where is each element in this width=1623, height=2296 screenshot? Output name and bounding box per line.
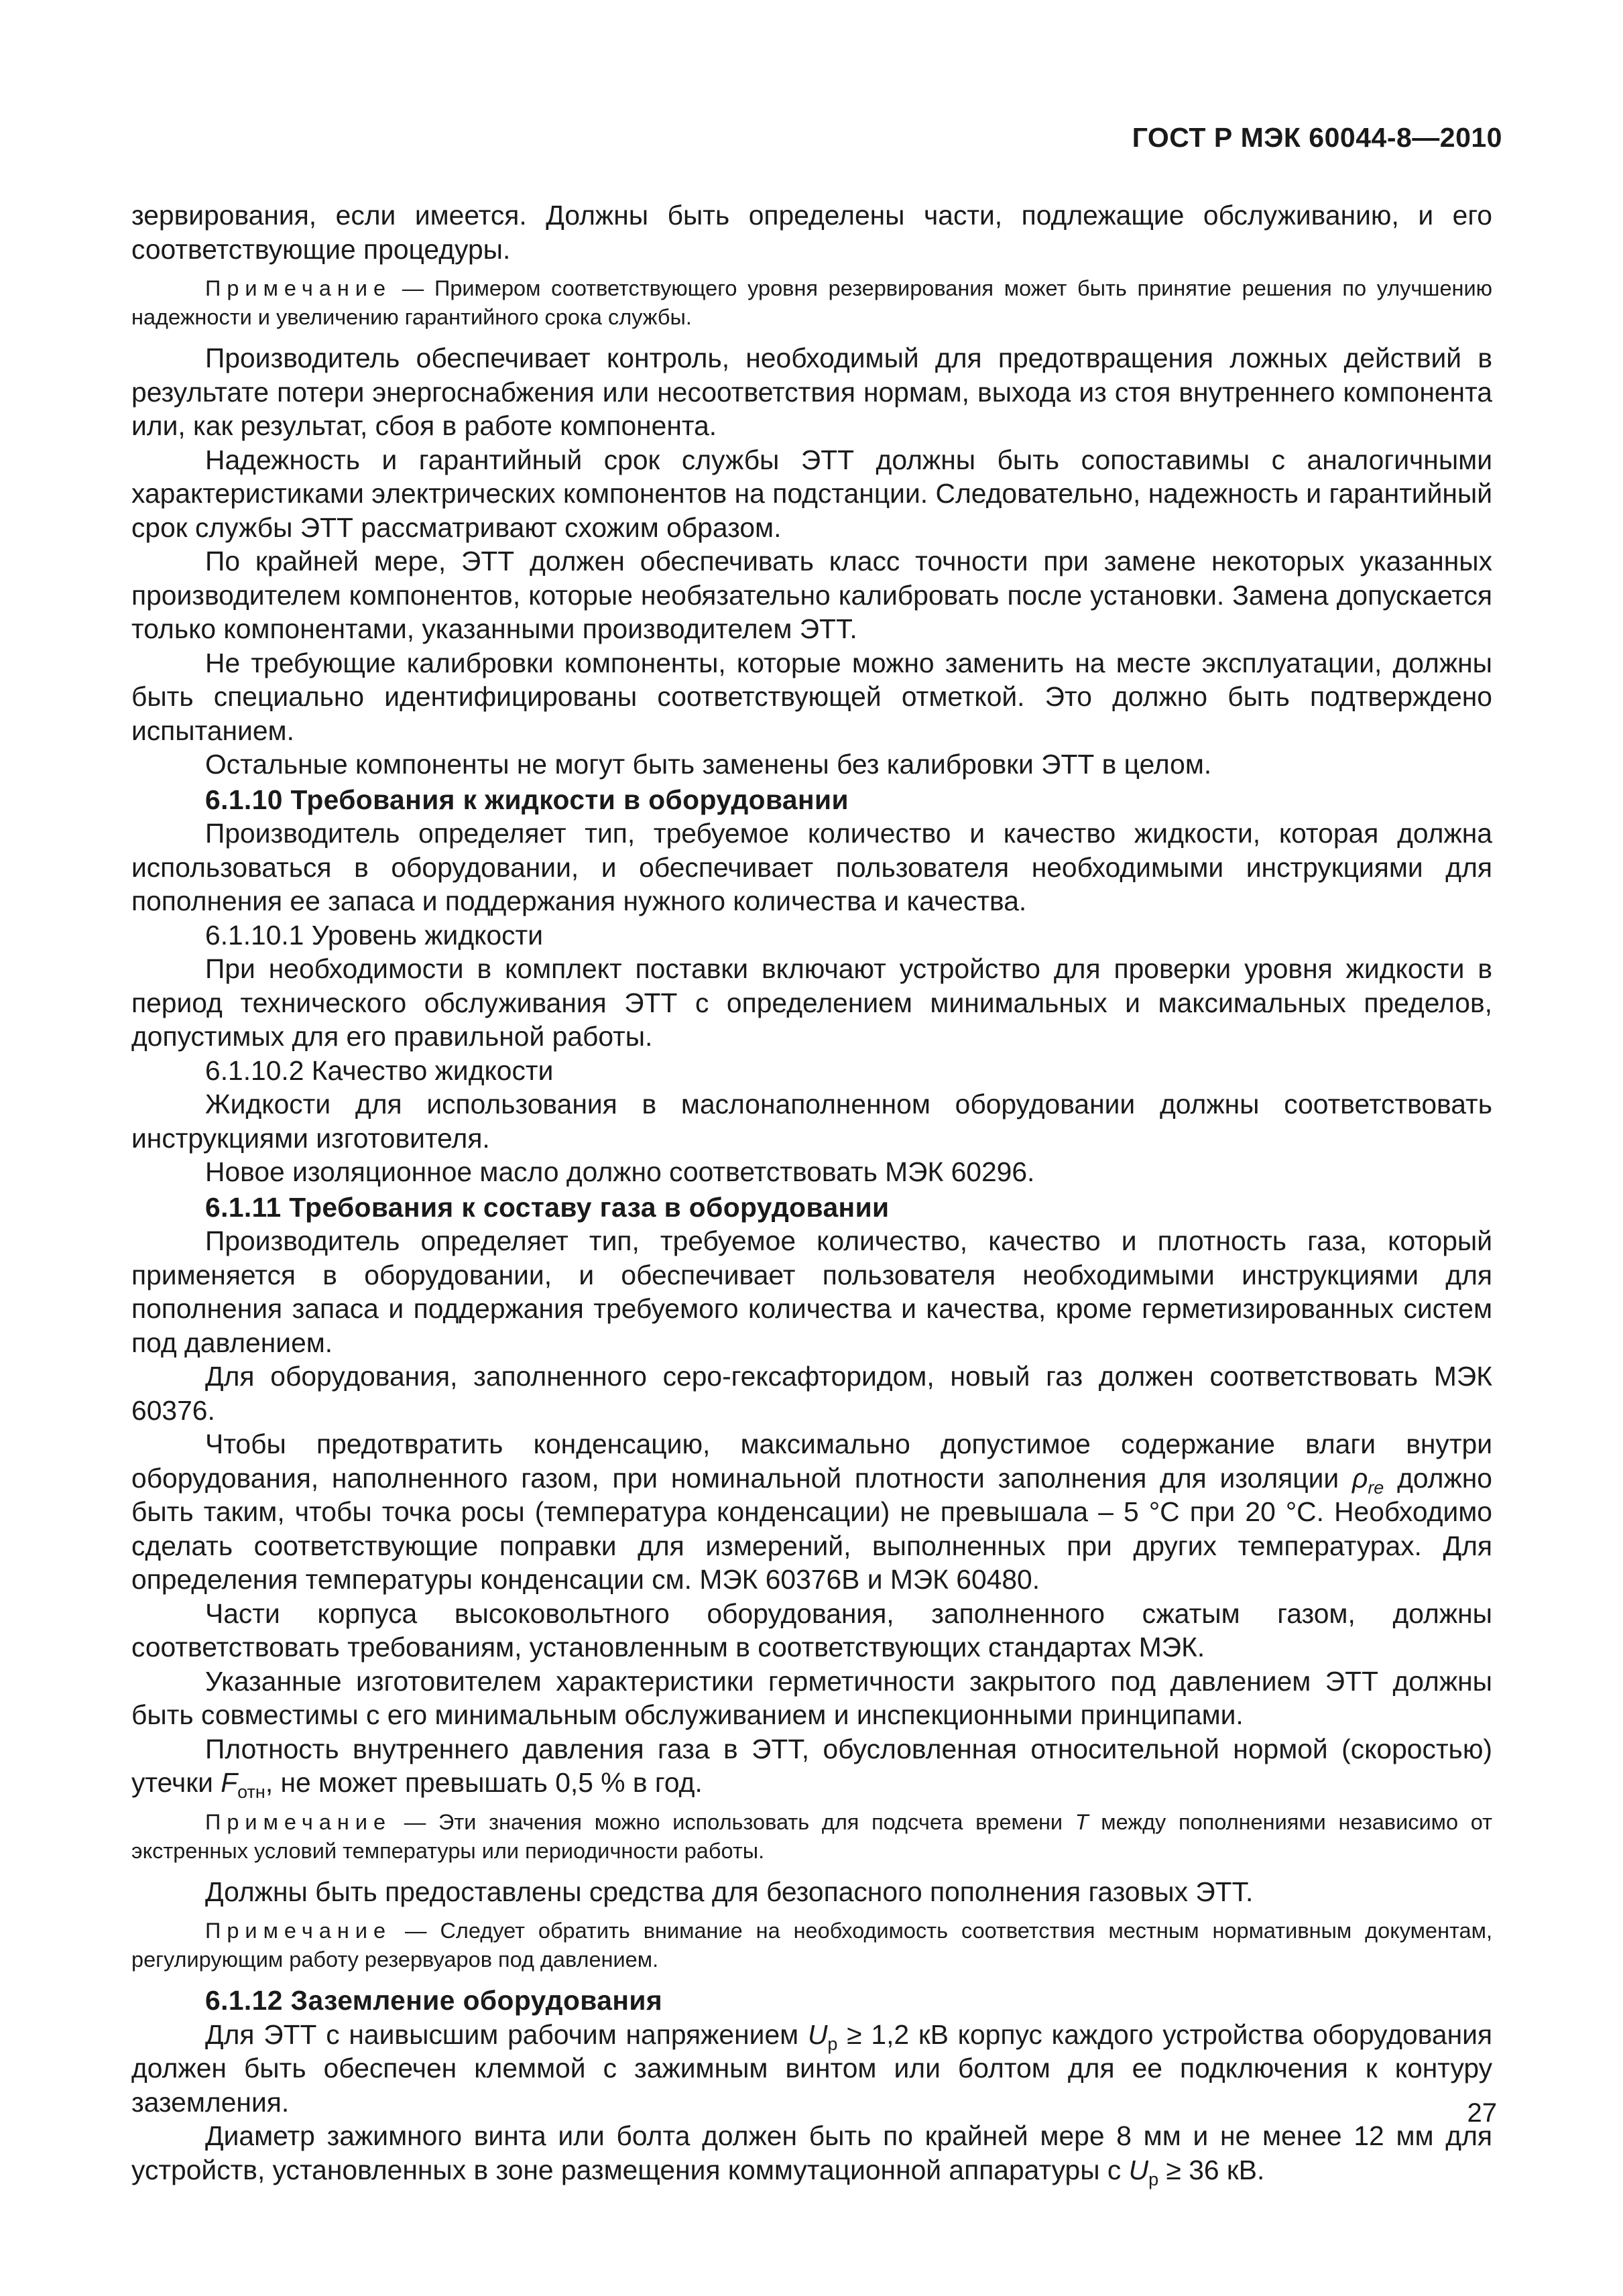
note <box>131 274 1492 332</box>
symbol: U <box>807 2018 828 2050</box>
paragraph: Производитель обеспечивает контроль, необходимый для предотвращения ложных действий в результате потери энергоснабжения или несоответствия нормам, выхода из стоя внутреннего компонента или, как результат, сбоя в работе компонента. <box>131 343 1492 441</box>
subscript: р <box>827 2033 838 2054</box>
paragraph: Для оборудования, заполненного серо-гексафторидом, новый газ должен соответствовать МЭК 60376. <box>131 1361 1492 1426</box>
paragraph: Указанные изготовителем характеристики герметичности закрытого под давлением ЭТТ должны быть совместимы с его минимальным обслуживанием и инспекционными принципами. <box>131 1665 1492 1730</box>
standard-header: ГОСТ Р МЭК 60044-8—2010 <box>1132 122 1502 153</box>
text-run: Чтобы предотвратить конденсацию, максимально допустимое содержание влаги внутри оборудования, наполненного газом, при номинальной плотности заполнения для изоляции <box>131 1429 1492 1494</box>
text-run: , не может превышать 0,5 % в год. <box>265 1767 703 1798</box>
note-label: Примечание <box>205 1809 392 1834</box>
note-label: Примечание <box>205 1919 392 1943</box>
section-heading: 6.1.12 Заземление оборудования <box>205 1985 663 2016</box>
symbol: T <box>1075 1809 1089 1834</box>
section-heading: 6.1.11 Требования к составу газа в оборудовании <box>205 1191 890 1223</box>
subsection-title: 6.1.10.2 Качество жидкости <box>205 1054 554 1086</box>
note-text: между пополнениями независимо от экстренных условий температуры или периодичности работы. <box>131 1809 1492 1863</box>
paragraph <box>131 2119 1492 2187</box>
symbol: F <box>221 1767 238 1798</box>
subscript: отн <box>237 1782 265 1802</box>
subscript: re <box>1368 1477 1384 1498</box>
text-run: должно быть таким, чтобы точка росы (температура конденсации) не превышала – 5 °С при 20 °С. Необходимо сделать соответствующие поправки для измерений, выполненных при других температурах. Для определения температуры конденсации см. МЭК 60376В и МЭК 60480. <box>131 1462 1492 1595</box>
paragraph <box>131 1427 1492 1597</box>
paragraph: Жидкости для использования в маслонаполненном оборудовании должны соответствовать инструкциями изготовителя. <box>131 1089 1492 1154</box>
paragraph <box>131 2018 1492 2120</box>
note-label: Примечание <box>205 276 392 300</box>
text-run: ≥ 1,2 кВ корпус каждого устройства оборудования должен быть обеспечен клеммой с зажимным винтом или болтом для ее подключения к контуру заземления. <box>131 2018 1492 2118</box>
note <box>131 1808 1492 1866</box>
subscript: р <box>1148 2169 1159 2189</box>
paragraph: По крайней мере, ЭТТ должен обеспечивать класс точности при замене некоторых указанных производителем компонентов, которые необязательно калибровать после установки. Замена допускается только компонентами, указанными производителем ЭТТ. <box>131 546 1492 644</box>
paragraph: Надежность и гарантийный срок службы ЭТТ должны быть сопоставимы с аналогичными характеристиками электрических компонентов на подстанции. Следовательно, надежность и гарантийный срок службы ЭТТ рассматривают схожим образом. <box>131 444 1492 543</box>
text-run: Диаметр зажимного винта или болта должен быть по крайней мере 8 мм и не менее 12 мм для устройств, установленных в зоне размещения коммутационной аппаратуры с <box>131 2120 1492 2185</box>
note-text: — Эти значения можно использовать для подсчета времени <box>392 1809 1075 1834</box>
paragraph: зервирования, если имеется. Должны быть определены части, подлежащие обслуживанию, и его соответствующие процедуры. <box>131 200 1492 265</box>
text-run: Для ЭТТ с наивысшим рабочим напряжением <box>205 2018 808 2050</box>
note-text: — Следует обратить внимание на необходимость соответствия местным нормативным документам, регулирующим работу резервуаров под давлением. <box>131 1919 1492 1972</box>
subsection-title: 6.1.10.1 Уровень жидкости <box>205 919 544 951</box>
paragraph: Не требующие калибровки компоненты, которые можно заменить на месте эксплуатации, должны быть специально идентифицированы соответствующей отметкой. Это должно быть подтверждено испытанием. <box>131 647 1492 746</box>
page-number: 27 <box>1467 2098 1497 2128</box>
symbol: U <box>1128 2154 1149 2185</box>
paragraph: При необходимости в комплект поставки включают устройство для проверки уровня жидкости в период технического обслуживания ЭТТ с определением минимальных и максимальных пределов, допустимых для его правильной работы. <box>131 953 1492 1052</box>
paragraph: Новое изоляционное масло должно соответствовать МЭК 60296. <box>205 1156 1035 1187</box>
section-heading: 6.1.10 Требования к жидкости в оборудовании <box>205 784 849 815</box>
paragraph: Производитель определяет тип, требуемое количество, качество и плотность газа, который применяется в оборудовании, и обеспечивает пользователя необходимыми инструкциями для пополнения запаса и поддержания требуемого количества и качества, кроме герметизированных систем под давлением. <box>131 1225 1492 1358</box>
page-content <box>131 198 1492 2187</box>
paragraph: Части корпуса высоковольтного оборудования, заполненного сжатым газом, должны соответствовать требованиям, установленным в соответствующих стандартах МЭК. <box>131 1597 1492 1663</box>
paragraph: Должны быть предоставлены средства для безопасного пополнения газовых ЭТТ. <box>205 1876 1254 1907</box>
text-run: ≥ 36 кВ. <box>1158 2154 1265 2185</box>
paragraph <box>131 1732 1492 1800</box>
paragraph: Производитель определяет тип, требуемое количество и качество жидкости, которая должна использоваться в оборудовании, и обеспечивает пользователя необходимыми инструкциями для пополнения ее запаса и поддержания нужного количества и качества. <box>131 818 1492 916</box>
text-run: Плотность внутреннего давления газа в ЭТТ, обусловленная относительной нормой (скоростью) утечки <box>131 1733 1492 1798</box>
paragraph: Остальные компоненты не могут быть заменены без калибровки ЭТТ в целом. <box>205 749 1212 780</box>
note-text: — Примером соответствующего уровня резервирования может быть принятие решения по улучшению надежности и увеличению гарантийного срока службы. <box>131 276 1492 329</box>
symbol: ρ <box>1351 1462 1368 1494</box>
note <box>131 1917 1492 1974</box>
